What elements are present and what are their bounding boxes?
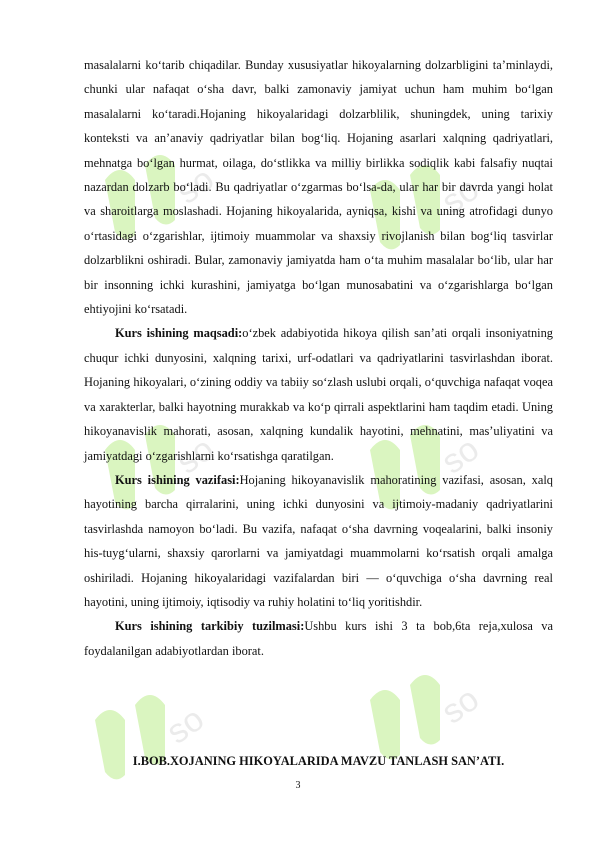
- paragraph-text: Hojaning hikoyanavislik mahoratining vazifasi, asosan, xalq hayotining barcha qirralarini, uning ichki dunyosini va ijtimoiy-madaniy qadriyatlarini tasvirlashda namoyon bo‘ladi. Bu vazifa, nafaqat o‘sha davrning voqealarini, balki insoniy his-tuyg‘ularni, shaxsiy qarorlarni va jamiyatdagi muammolarni ko‘rsatish orqali amalga oshiriladi. Hojaning hikoyalaridagi vazifalardan biri — o‘quvchiga o‘sha davrning real hayotini, uning ijtimoiy, iqtisodiy va ruhiy holatini to‘liq yoritishdir.: [84, 472, 554, 609]
- svg-text:so: so: [169, 159, 222, 212]
- paragraph: [84, 321, 553, 467]
- document-body: [84, 53, 553, 663]
- paragraph-text: o‘zbek adabiyotida hikoya qilish san’ati orqali insoniyatning chuqur ichki dunyosini, xalqning tarixi, urf-odatlari va qadriyatlarini tasvirlashdan iborat. Hojaning hikoyalari, o‘zining oddiy va tabiiy so‘zlash uslubi orqali, o‘quvchiga nafaqat voqea va xarakterlar, balki hayotning murakkab va ko‘p qirrali aspektlarini ham taqdim etadi. Uning hikoyanavislik mahorati, asosan, xalqning kundalik hayotini, mehnatini, mas’uliyatini va jamiyatdagi o‘zgarishlarni ko‘rsatishga qaratilgan.: [84, 326, 553, 463]
- paragraph-lead: Kurs ishining vazifasi:: [115, 472, 240, 487]
- paragraph-lead: Kurs ishining tarkibiy tuzilmasi:: [115, 619, 305, 634]
- page-number: 3: [295, 780, 301, 791]
- watermark-logo-icon: [85, 660, 235, 790]
- chapter-heading: I.BOB.XOJANING HIKOYALARIDA MAVZU TANLASH SAN’ATI.: [132, 754, 505, 768]
- svg-text:so: so: [169, 429, 222, 482]
- paragraph-text: Ushbu kurs ishi 3 ta bob,6ta reja,xulosa va foydalanilgan adabiyotlardan iborat.: [84, 619, 554, 658]
- paragraph: [84, 468, 553, 614]
- svg-text:so: so: [434, 429, 487, 482]
- svg-text:so: so: [159, 699, 212, 752]
- paragraph-lead: Kurs ishining maqsadi:: [115, 326, 243, 341]
- paragraph: [84, 614, 553, 663]
- svg-text:so: so: [434, 169, 487, 222]
- svg-text:so: so: [434, 679, 487, 732]
- paragraph: [84, 53, 553, 321]
- paragraph-text: masalalarni ko‘tarib chiqadilar. Bunday xususiyatlar hikoyalarning dolzarbligini ta’minlaydi, chunki ular nafaqat o‘sha davr, balki zamonaviy jamiyat uchun ham muhim bo‘lgan masalalarni ko‘taradi.Hojaning hikoyalaridagi dolzarblilik, shuningdek, uning tarixiy konteksti va an’anaviy qadriyatlar bilan bog‘liq. Hojaning asarlari xalqning qadriyatlari, mehnatga bo‘lgan hurmat, oilaga, do‘stlikka va milliy birlikka sodiqlik kabi falsafiy nuqtai nazardan dolzarb bo‘ladi. Bu qadriyatlar o‘zgarmas bo‘lsa-da, ular har bir davrda yangi holat va sharoitlarga moslashadi. Hojaning hikoyalarida, ayniqsa, kishi va uning atrofidagi dunyo o‘rtasidagi o‘zgarishlar, ijtimoiy muammolar va shaxsiy rivojlanish bilan bog‘liq tasvirlar dolzarblikni oshiradi. Bular, zamonaviy jamiyatda ham o‘ta muhim masalalar bo‘lib, ular har bir insonning ichki kurashini, jamiyatga bo‘lgan munosabatini va o‘zgarishlarga bo‘lgan ehtiyojini ko‘rsatadi.: [84, 58, 553, 317]
